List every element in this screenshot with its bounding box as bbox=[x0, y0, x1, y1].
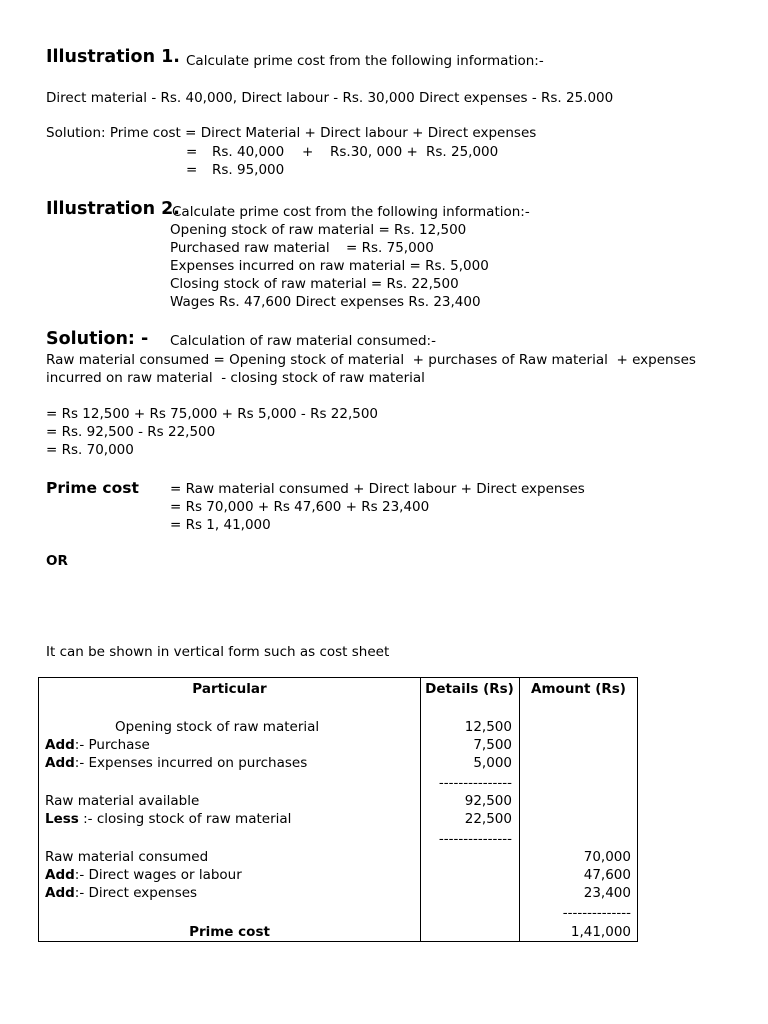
material-value: Rs. 40,000 bbox=[212, 144, 285, 160]
row-direct-expenses bbox=[45, 884, 197, 902]
plus-sign: + bbox=[302, 144, 314, 160]
add-label: Add bbox=[45, 737, 75, 753]
calc-step-2: = Rs. 92,500 - Rs 22,500 bbox=[46, 424, 216, 440]
calc-step-1: = Rs 12,500 + Rs 75,000 + Rs 5,000 - Rs 22,500 bbox=[46, 406, 379, 422]
illustration-2-question: Calculate prime cost from the following information:- bbox=[172, 204, 530, 220]
cell-available-value: 92,500 bbox=[464, 793, 512, 809]
less-label: Less bbox=[45, 811, 79, 827]
closing-label: :- closing stock of raw material bbox=[78, 811, 292, 827]
row-expenses bbox=[45, 754, 307, 772]
header-particular: Particular bbox=[192, 681, 267, 697]
opening-stock-line: Opening stock of raw material = Rs. 12,500 bbox=[170, 222, 467, 238]
expenses-label: :- Expenses incurred on purchases bbox=[74, 755, 308, 771]
eq-sign: = bbox=[186, 144, 198, 160]
purchased-label: Purchased raw material bbox=[170, 240, 330, 256]
cost-sheet-table bbox=[38, 677, 638, 942]
cell-consumed-value: 70,000 bbox=[583, 849, 631, 865]
row-consumed: Raw material consumed bbox=[45, 849, 209, 865]
cell-closing-value: 22,500 bbox=[464, 811, 512, 827]
illustration-1-given: Direct material - Rs. 40,000, Direct labour - Rs. 30,000 Direct expenses - Rs. 25.000 bbox=[46, 90, 614, 106]
formula-line-1: Raw material consumed = Opening stock of material + purchases of Raw material + expenses bbox=[46, 352, 696, 368]
cell-opening-value: 12,500 bbox=[464, 719, 512, 735]
expenses-value: Rs. 25,000 bbox=[426, 144, 499, 160]
prime-cost-result: Rs. 95,000 bbox=[212, 162, 285, 178]
add-label: Add bbox=[45, 755, 75, 771]
prime-cost-line-1: = Raw material consumed + Direct labour + Direct expenses bbox=[170, 481, 585, 497]
wages-line: Wages Rs. 47,600 Direct expenses Rs. 23,400 bbox=[170, 294, 481, 310]
illustration-1-question: Calculate prime cost from the following information:- bbox=[186, 53, 544, 69]
cell-direct-expenses-value: 23,400 bbox=[583, 885, 631, 901]
prime-cost-line-2: = Rs 70,000 + Rs 47,600 + Rs 23,400 bbox=[170, 499, 430, 515]
direct-expenses-label: :- Direct expenses bbox=[74, 885, 198, 901]
purchase-label: :- Purchase bbox=[74, 737, 150, 753]
closing-stock-line: Closing stock of raw material = Rs. 22,500 bbox=[170, 276, 459, 292]
calc-step-3: = Rs. 70,000 bbox=[46, 442, 134, 458]
header-amount: Amount (Rs) bbox=[531, 681, 626, 697]
or-label: OR bbox=[46, 553, 68, 569]
solution-heading: Solution: - bbox=[46, 329, 149, 349]
row-purchase bbox=[45, 736, 150, 754]
eq-sign: = bbox=[186, 162, 198, 178]
row-opening-stock: Opening stock of raw material bbox=[115, 719, 320, 735]
add-label: Add bbox=[45, 885, 75, 901]
vertical-form-intro: It can be shown in vertical form such as cost sheet bbox=[46, 644, 390, 660]
labour-value: Rs.30, 000 + bbox=[330, 144, 418, 160]
prime-cost-line-3: = Rs 1, 41,000 bbox=[170, 517, 271, 533]
wages-label: :- Direct wages or labour bbox=[74, 867, 242, 883]
row-closing-stock bbox=[45, 810, 291, 828]
illustration-1-heading: Illustration 1. bbox=[46, 47, 180, 67]
add-label: Add bbox=[45, 867, 75, 883]
row-available: Raw material available bbox=[45, 793, 200, 809]
illustration-2-heading: Illustration 2. bbox=[46, 199, 180, 219]
cell-prime-cost-value: 1,41,000 bbox=[570, 924, 631, 940]
header-details: Details (Rs) bbox=[425, 681, 514, 697]
formula-line-2: incurred on raw material - closing stock of raw material bbox=[46, 370, 425, 386]
cell-purchase-value: 7,500 bbox=[473, 737, 512, 753]
details-separator: --------------- bbox=[438, 831, 512, 847]
cell-wages-value: 47,600 bbox=[583, 867, 631, 883]
details-separator: --------------- bbox=[438, 775, 512, 791]
row-wages bbox=[45, 866, 242, 884]
illustration-1-solution: Solution: Prime cost = Direct Material + Direct labour + Direct expenses bbox=[46, 125, 537, 141]
calc-title: Calculation of raw material consumed:- bbox=[170, 333, 436, 349]
amount-separator: -------------- bbox=[562, 905, 631, 921]
row-prime-cost: Prime cost bbox=[189, 924, 270, 940]
cell-expenses-value: 5,000 bbox=[473, 755, 512, 771]
prime-cost-heading: Prime cost bbox=[46, 479, 139, 497]
expenses-line: Expenses incurred on raw material = Rs. 5,000 bbox=[170, 258, 489, 274]
purchased-value: = Rs. 75,000 bbox=[346, 240, 434, 256]
